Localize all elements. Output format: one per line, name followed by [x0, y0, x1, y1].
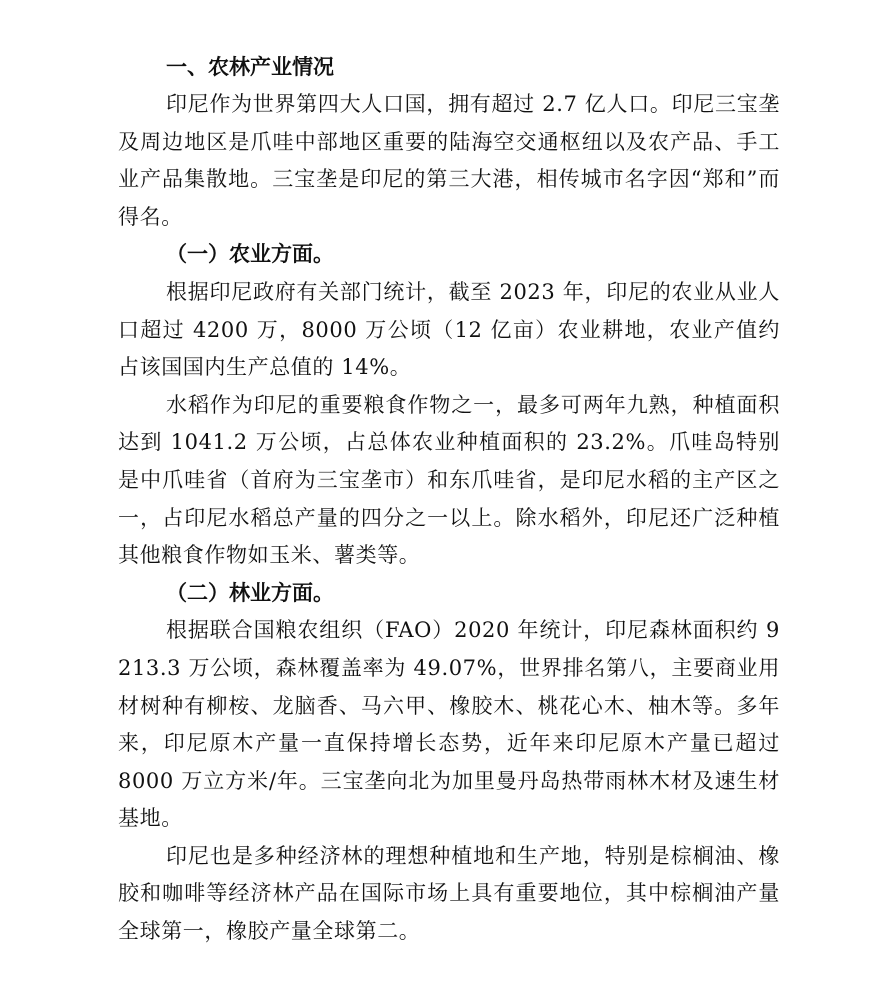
section-title: 一、农林产业情况	[166, 55, 334, 79]
intro-paragraph: 印尼作为世界第四大人口国，拥有超过 2.7 亿人口。印尼三宝垄及周边地区是爪哇中部地区重要的陆海空交通枢纽以及农产品、手工业产品集散地。三宝垄是印尼的第三大港，相传城市名字因“郑和”而得名。	[118, 92, 780, 229]
agriculture-paragraph-2: 水稻作为印尼的重要粮食作物之一，最多可两年九熟，种植面积达到 1041.2 万公顷，占总体农业种植面积的 23.2%。爪哇岛特别是中爪哇省（首府为三宝垄市）和东爪哇省，是印尼水稻的主产区之一，占印尼水稻总产量的四分之一以上。除水稻外，印尼还广泛种植其他粮食作物如玉米、薯类等。	[118, 392, 780, 568]
forestry-heading: （二）林业方面。	[166, 580, 334, 605]
forestry-paragraph-2: 印尼也是多种经济林的理想种植地和生产地，特别是棕榈油、橡胶和咖啡等经济林产品在国际市场上具有重要地位，其中棕榈油产量全球第一，橡胶产量全球第二。	[118, 843, 780, 944]
forestry-paragraph-1: 根据联合国粮农组织（FAO）2020 年统计，印尼森林面积约 9 213.3 万公顷，森林覆盖率为 49.07%，世界排名第八，主要商业用材树种有柳桉、龙脑香、马六甲、橡胶木、桃花心木、柚木等。多年来，印尼原木产量一直保持增长态势，近年来印尼原木产量已超过 8000 万立方米/年。三宝垄向北为加里曼丹岛热带雨林木材及速生材基地。	[118, 618, 780, 831]
document-page	[118, 48, 780, 951]
agriculture-paragraph-1: 根据印尼政府有关部门统计，截至 2023 年，印尼的农业从业人口超过 4200 万，8000 万公顷（12 亿亩）农业耕地，农业产值约占该国国内生产总值的 14%。	[118, 279, 780, 380]
agriculture-heading: （一）农业方面。	[166, 242, 334, 267]
